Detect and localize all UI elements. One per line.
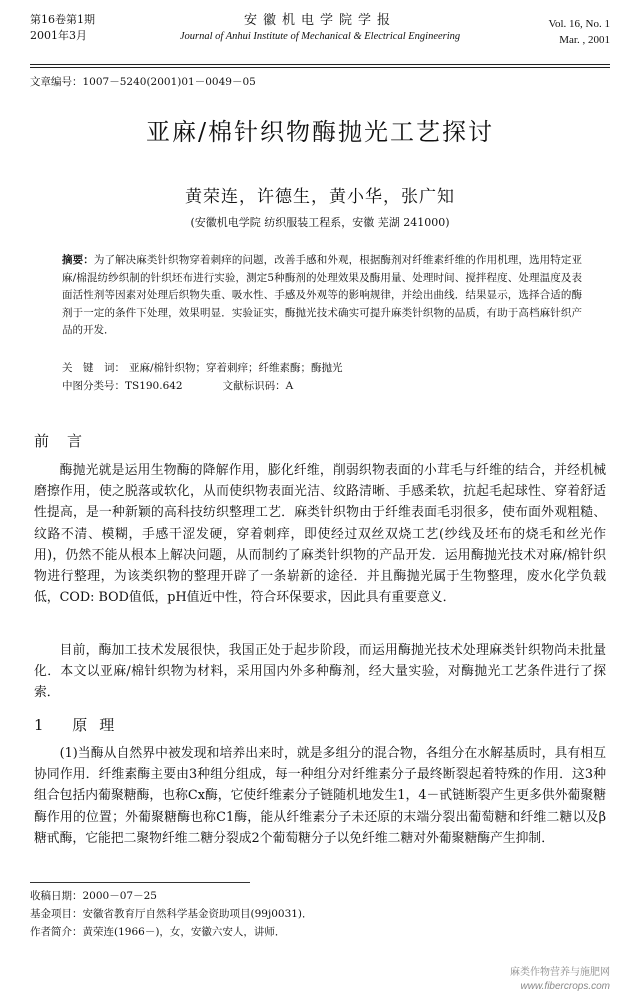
journal-name-en: Journal of Anhui Institute of Mechanical & Electrical Engineering [179,31,461,42]
abstract-text: 为了解决麻类针织物穿着刺痒的问题，改善手感和外观，根据酶剂对纤维素纤维的作用机理，选用特定亚麻/棉混纺纱织制的针织坯布进行实验，测定5种酶剂的处理效果及酶用量、处理时间、搅拌程度、处理温度及表面活性剂等因素对处理后织物失重、吸水性、手感及外观等的影响规律，并绘出曲线．结果显示，选择合适的酶剂于一定的条件下处理，效果明显．实验证实，酶抛光技术确实可提升麻类针织物的品质，有助于高档麻针织产品的开发． [62,254,582,337]
clc-label: 中图分类号： [62,380,125,392]
watermark [510,966,610,994]
clc-value: TS190.642 [125,380,183,392]
watermark-url: www.fibercrops.com [520,981,610,992]
affiliation: (安徽机电学院 纺织服装工程系，安徽 芜湖 241000) [190,216,450,229]
header-rule [30,64,610,68]
date-cn: 2001年3月 [30,29,87,42]
running-header [30,12,610,58]
classification-line [62,378,582,393]
author-list: 黄荣连，许德生，黄小华，张广知 [185,187,455,207]
date-en: Mar. , 2001 [559,34,610,46]
header-left [30,12,95,44]
footnote-rule [30,882,250,883]
body-paragraph: (1)当酶从自然界中被发现和培养出来时，就是多组分的混合物，各组分在水解基质时，具有相互协同作用．纤维素酶主要由3种组分组成，每一种组分对纤维素分子最终断裂起着特殊的作用．这3种组合包括内葡聚糖酶，也称Cx酶，它使纤维素分子链随机地发生1，4－甙链断裂产生更多供外葡聚糖酶作用的位置；外葡聚糖酶也称C1酶，能从纤维素分子未还原的末端分裂出葡萄糖和纤维二糖以及β糖甙酶，它能把二聚物纤维二糖分裂成2个葡萄糖分子以免纤维二糖对外葡聚糖酶产生抑制． [34,746,606,846]
footnote-author-bio: 作者简介：黄荣连(1966－)，女，安徽六安人，讲师． [30,926,286,938]
doc-code-label: 文献标识码： [222,380,286,392]
footnote-funding: 基金项目：安徽省教育厅自然科学基金资助项目(99j0031)． [30,908,313,920]
abstract [62,252,582,340]
volume-issue-cn: 第16卷第1期 [30,13,95,26]
section-heading-preface: 前言 [34,432,101,450]
header-right [548,16,610,48]
header-center [150,12,490,44]
keywords [62,360,582,375]
volume-issue-en: Vol. 16, No. 1 [548,18,610,30]
footnote-received-date: 收稿日期：2000－07－25 [30,890,157,902]
paper-title: 亚麻/棉针织物酶抛光工艺探讨 [145,118,495,146]
doc-code-value: A [285,380,294,392]
keywords-text: 亚麻/棉针织物；穿着刺痒；纤维素酶；酶抛光 [129,362,343,374]
section-heading-principle: 1 原理 [34,716,127,734]
article-number: 文章编号：1007－5240(2001)01－0049－05 [30,76,256,88]
abstract-label: 摘要： [62,254,94,266]
watermark-text: 麻类作物营养与施肥网 [510,967,610,978]
journal-name-cn: 安徽机电学院学报 [243,13,396,28]
body-paragraph: 目前，酶加工技术发展很快，我国正处于起步阶段，而运用酶抛光技术处理麻类针织物尚未批量化．本文以亚麻/棉针织物为材料，采用国内外多种酶剂，经大量实验，对酶抛光工艺条件进行了探索． [34,643,606,701]
keywords-label: 关 键 词： [62,362,125,374]
body-paragraph: 酶抛光就是运用生物酶的降解作用，膨化纤维，削弱织物表面的小茸毛与纤维的结合，并经机械磨擦作用，使之脱落或软化，从而使织物表面光洁、纹路清晰、手感柔软，抗起毛起球性、穿着舒适性提高，是一种新颖的高科技纺织整理工艺．麻类针织物由于纤维表面毛羽很多，使布面外观粗糙、纹路不清、模糊，手感干涩发硬，穿着刺痒，即使经过双丝双烧工艺(纱线及坯布的烧毛和丝光作用)，仍然不能从根本上解决问题，从而制约了麻类针织物的产品开发．运用酶抛光技术对麻/棉针织物进行整理，为该类织物的整理开辟了一条崭新的途径．并且酶抛光属于生物整理，废水化学负载低，COD: BOD值低，pH值近中性，符合环保要求，因此具有重要意义． [34,463,606,606]
